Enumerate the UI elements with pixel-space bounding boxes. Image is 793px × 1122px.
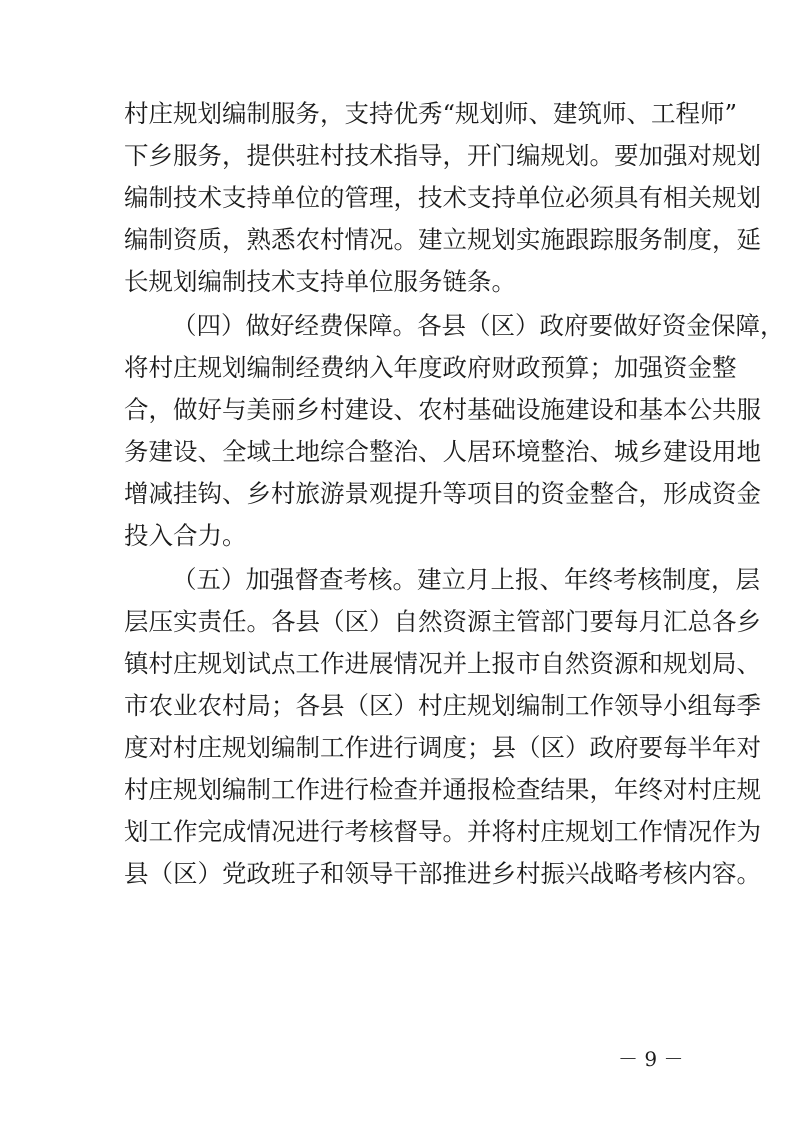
body-text-line: 投入合力。 [124, 521, 247, 550]
body-text-line: 编制资质，熟悉农村情况。建立规划实施跟踪服务制度，延 [124, 225, 761, 254]
section-heading-line: （四）做好经费保障。各县（区）政府要做好资金保障， [172, 311, 785, 340]
body-text-line: 将村庄规划编制经费纳入年度政府财政预算；加强资金整 [124, 353, 737, 382]
body-text-line: 村庄规划编制工作进行检查并通报检查结果，年终对村庄规 [124, 775, 761, 804]
body-text-line: 村庄规划编制服务，支持优秀“规划师、建筑师、工程师” [124, 99, 738, 128]
body-text-line: 务建设、全域土地综合整治、人居环境整治、城乡建设用地 [124, 437, 761, 466]
body-text-line: 县（区）党政班子和领导干部推进乡村振兴战略考核内容。 [124, 859, 761, 888]
body-text-line: 合，做好与美丽乡村建设、农村基础设施建设和基本公共服 [124, 395, 761, 424]
body-text-line: 长规划编制技术支持单位服务链条。 [124, 267, 516, 296]
body-text-line: 划工作完成情况进行考核督导。并将村庄规划工作情况作为 [124, 817, 761, 846]
body-text-line: 度对村庄规划编制工作进行调度；县（区）政府要每半年对 [124, 733, 761, 762]
body-text-line: 下乡服务，提供驻村技术指导，开门编规划。要加强对规划 [124, 141, 761, 170]
body-text-line: 市农业农村局；各县（区）村庄规划编制工作领导小组每季 [124, 691, 761, 720]
body-text-line: 镇村庄规划试点工作进展情况并上报市自然资源和规划局、 [124, 649, 761, 678]
section-heading-line: （五）加强督查考核。建立月上报、年终考核制度，层 [172, 565, 760, 594]
body-text-line: 编制技术支持单位的管理，技术支持单位必须具有相关规划 [124, 183, 761, 212]
page-number: － 9 － [618, 1047, 684, 1071]
body-text-line: 增减挂钩、乡村旅游景观提升等项目的资金整合，形成资金 [124, 479, 761, 508]
body-text-line: 层压实责任。各县（区）自然资源主管部门要每月汇总各乡 [124, 607, 761, 636]
